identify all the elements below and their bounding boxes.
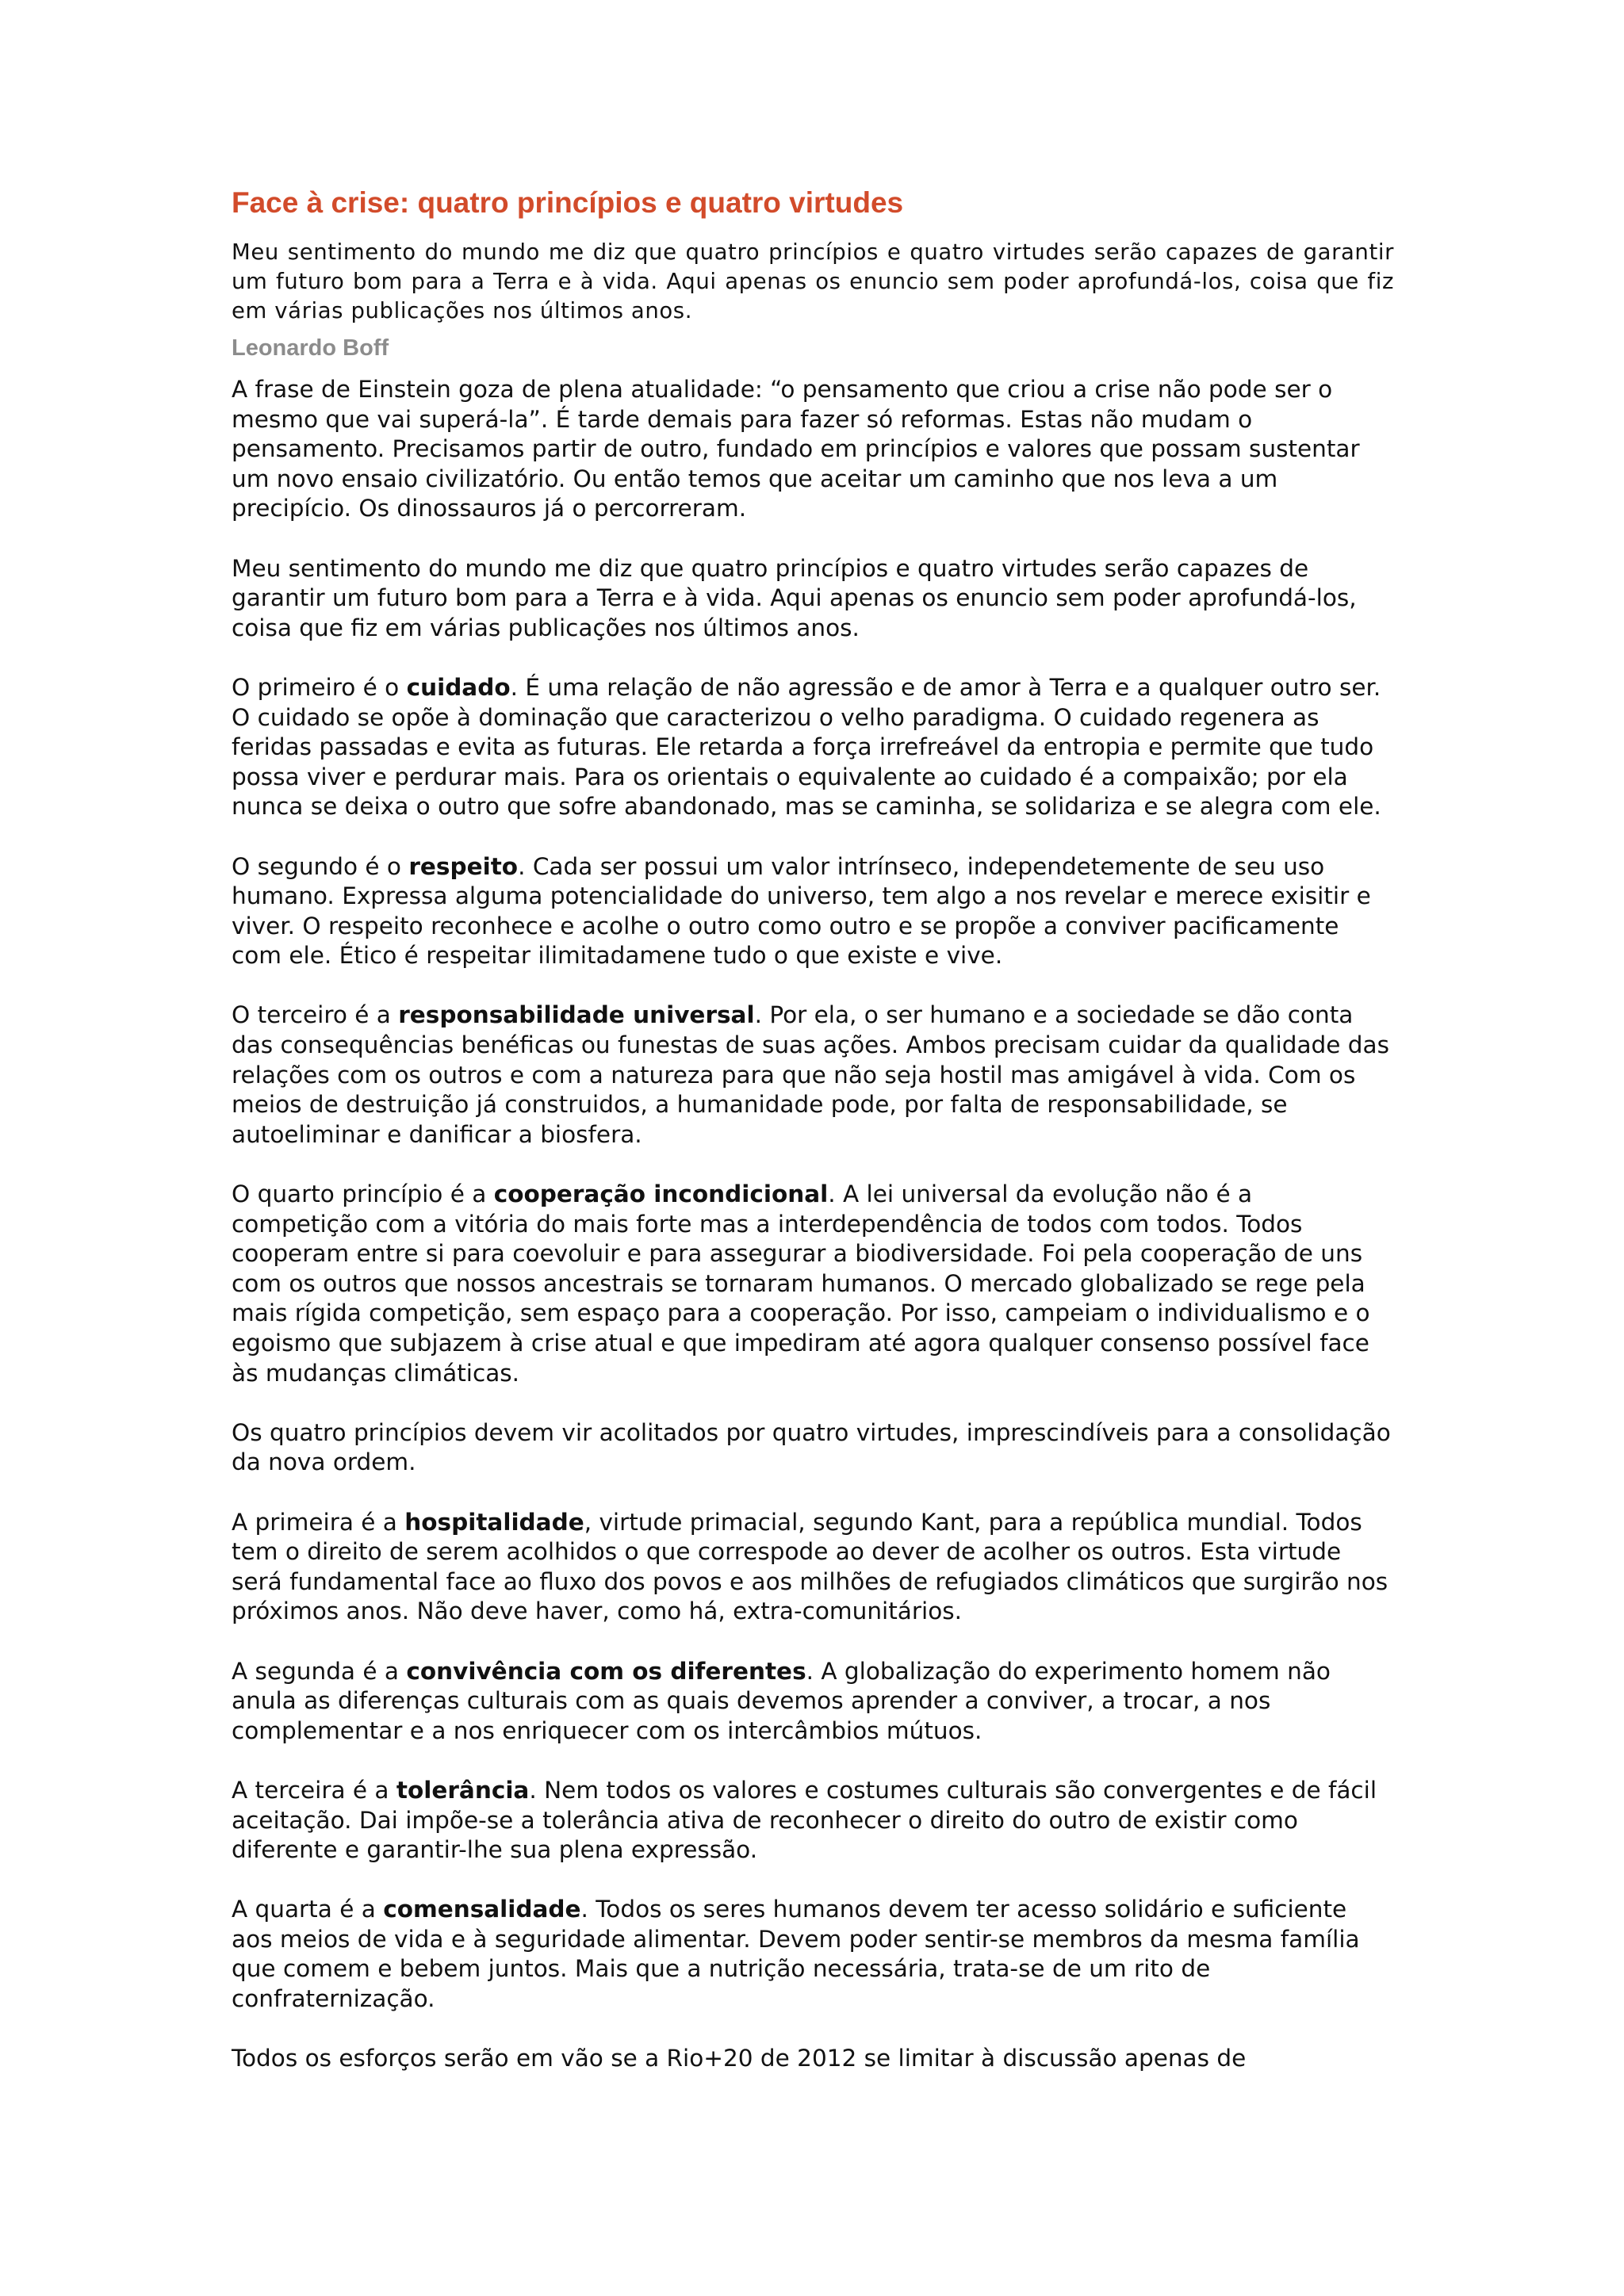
paragraph: A frase de Einstein goza de plena atualidade: “o pensamento que criou a crise não pode ser o mesmo que vai superá-la”. É tarde demais para fazer só reformas. Estas não mudam o pensamento. Precisamos partir de outro, fundado em princípios e valores que possam sustentar um novo ensaio civilizatório. Ou então temos que aceitar um caminho que nos leva a um precipício. Os dinossauros já o percorreram. bbox=[232, 376, 1360, 522]
article-body bbox=[232, 375, 1394, 2074]
term-responsabilidade: responsabilidade universal bbox=[398, 1001, 755, 1029]
article-author: Leonardo Boff bbox=[232, 335, 389, 361]
paragraph-principle-respeito: O segundo é o respeito. Cada ser possui um valor intrínseco, independetemente de seu uso humano. Expressa alguma potencialidade do universo, tem algo a nos revelar e merece exisitir e viver. O respeito reconhece e acolhe o outro como outro e se propõe a conviver pacificamente com ele. Ético é respeitar ilimitadamene tudo o que existe e vive. bbox=[232, 852, 1371, 970]
document-page bbox=[232, 184, 1394, 2103]
paragraph: Os quatro princípios devem vir acolitados por quatro virtudes, imprescindíveis para a consolidação da nova ordem. bbox=[232, 1418, 1391, 1476]
term-respeito: respeito bbox=[408, 852, 519, 880]
paragraph-virtue-comensalidade: A quarta é a comensalidade. Todos os seres humanos devem ter acesso solidário e suficiente aos meios de vida e à seguridade alimentar. Devem poder sentir-se membros da mesma família que comem e bebem juntos. Mais que a nutrição necessária, trata-se de um rito de confraternização. bbox=[232, 1896, 1360, 2013]
term-tolerancia: tolerância bbox=[396, 1776, 530, 1804]
term-convivencia: convivência com os diferentes bbox=[406, 1657, 806, 1685]
paragraph: Todos os esforços serão em vão se a Rio+20 de 2012 se limitar à discussão apenas de bbox=[232, 2045, 1247, 2072]
term-cooperacao: cooperação incondicional bbox=[493, 1181, 829, 1208]
term-comensalidade: comensalidade bbox=[383, 1896, 581, 1923]
paragraph-principle-cooperacao: O quarto princípio é a cooperação incondicional. A lei universal da evolução não é a competição com a vitória do mais forte mas a interdependência de todos com todos. Todos cooperam entre si para coevoluir e para assegurar a biodiversidade. Foi pela cooperação de uns com os outros que nossos ancestrais se tornaram humanos. O mercado globalizado se rege pela mais rígida competição, sem espaço para a cooperação. Por isso, campeiam o individualismo e o egoismo que subjazem à crise atual e que impediram até agora qualquer consenso possível face às mudanças climáticas. bbox=[232, 1181, 1370, 1387]
term-cuidado: cuidado bbox=[406, 673, 511, 701]
paragraph-principle-cuidado: O primeiro é o cuidado. É uma relação de não agressão e de amor à Terra e a qualquer outro ser. O cuidado se opõe à dominação que caracterizou o velho paradigma. O cuidado regenera as feridas passadas e evita as futuras. Ele retarda a força irrefreável da entropia e permite que tudo possa viver e perdurar mais. Para os orientais o equivalente ao cuidado é a compaixão; por ela nunca se deixa o outro que sofre abandonado, mas se caminha, se solidariza e se alegra com ele. bbox=[232, 673, 1381, 821]
paragraph: Meu sentimento do mundo me diz que quatro princípios e quatro virtudes serão capazes de garantir um futuro bom para a Terra e à vida. Aqui apenas os enuncio sem poder aprofundá-los, coisa que fiz em várias publicações nos últimos anos. bbox=[232, 554, 1357, 641]
paragraph-virtue-hospitalidade: A primeira é a hospitalidade, virtude primacial, segundo Kant, para a república mundial. Todos tem o direito de serem acolhidos o que correspode ao dever de acolher os outros. Esta virtude será fundamental face ao fluxo dos povos e aos milhões de refugiados climáticos que surgirão nos próximos anos. Não deve haver, como há, extra-comunitários. bbox=[232, 1508, 1388, 1625]
paragraph-virtue-tolerancia: A terceira é a tolerância. Nem todos os valores e costumes culturais são convergentes e de fácil aceitação. Dai impõe-se a tolerância ativa de reconhecer o direito do outro de existir como diferente e garantir-lhe sua plena expressão. bbox=[232, 1776, 1377, 1864]
paragraph-virtue-convivencia: A segunda é a convivência com os diferentes. A globalização do experimento homem não anula as diferenças culturais com as quais devemos aprender a conviver, a trocar, a nos complementar e a nos enriquecer com os intercâmbios mútuos. bbox=[232, 1657, 1331, 1744]
term-hospitalidade: hospitalidade bbox=[404, 1508, 584, 1536]
article-lead: Meu sentimento do mundo me diz que quatro princípios e quatro virtudes serão capazes de garantir um futuro bom para a Terra e à vida. Aqui apenas os enuncio sem poder aprofundá-los, coisa que fiz em várias publicações nos últimos anos. bbox=[232, 239, 1394, 323]
paragraph-principle-responsabilidade: O terceiro é a responsabilidade universal. Por ela, o ser humano e a sociedade se dão conta das consequências benéficas ou funestas de suas ações. Ambos precisam cuidar da qualidade das relações com os outros e com a natureza para que não seja hostil mas amigável à vida. Com os meios de destruição já construidos, a humanidade pode, por falta de responsabilidade, se autoeliminar e danificar a biosfera. bbox=[232, 1001, 1389, 1148]
article-title: Face à crise: quatro princípios e quatro virtudes bbox=[232, 186, 904, 219]
